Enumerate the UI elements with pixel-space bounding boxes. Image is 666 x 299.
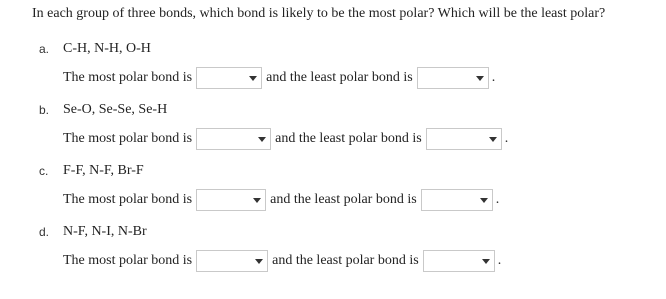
dropdown-caret-icon xyxy=(258,137,266,142)
period: . xyxy=(491,70,496,85)
most-polar-dropdown[interactable] xyxy=(196,128,271,150)
dropdown-caret-icon xyxy=(253,198,261,203)
dropdown-caret-icon xyxy=(476,76,484,81)
most-polar-dropdown[interactable] xyxy=(196,189,266,211)
bond-group: C-H, N-H, O-H xyxy=(63,41,151,56)
part-letter: c. xyxy=(39,164,49,178)
answer-row xyxy=(63,249,501,273)
most-polar-label: The most polar bond is xyxy=(63,192,193,207)
part-letter: d. xyxy=(39,225,50,239)
bond-group: Se-O, Se-Se, Se-H xyxy=(63,102,168,117)
answer-row xyxy=(63,127,508,151)
least-polar-dropdown[interactable] xyxy=(426,128,502,150)
bond-group: N-F, N-I, N-Br xyxy=(63,224,147,239)
dropdown-caret-icon xyxy=(255,259,263,264)
least-polar-label: and the least polar bond is xyxy=(275,131,422,146)
most-polar-dropdown[interactable] xyxy=(196,67,262,89)
part-letter: a. xyxy=(39,42,50,56)
least-polar-label: and the least polar bond is xyxy=(270,192,417,207)
answer-row xyxy=(63,188,499,212)
least-polar-dropdown[interactable] xyxy=(421,189,493,211)
dropdown-caret-icon xyxy=(480,198,488,203)
dropdown-caret-icon xyxy=(489,137,497,142)
answer-row xyxy=(63,66,495,90)
least-polar-label: and the least polar bond is xyxy=(272,253,419,268)
period: . xyxy=(504,131,509,146)
most-polar-label: The most polar bond is xyxy=(63,131,193,146)
question-prompt: In each group of three bonds, which bond is likely to be the most polar? Which will be the least polar? xyxy=(32,6,606,21)
dropdown-caret-icon xyxy=(249,76,257,81)
most-polar-label: The most polar bond is xyxy=(63,253,193,268)
most-polar-label: The most polar bond is xyxy=(63,70,193,85)
most-polar-dropdown[interactable] xyxy=(196,250,268,272)
dropdown-caret-icon xyxy=(482,259,490,264)
least-polar-dropdown[interactable] xyxy=(423,250,495,272)
least-polar-label: and the least polar bond is xyxy=(266,70,413,85)
period: . xyxy=(495,192,500,207)
part-letter: b. xyxy=(39,103,50,117)
bond-group: F-F, N-F, Br-F xyxy=(63,163,144,178)
least-polar-dropdown[interactable] xyxy=(417,67,489,89)
period: . xyxy=(497,253,502,268)
